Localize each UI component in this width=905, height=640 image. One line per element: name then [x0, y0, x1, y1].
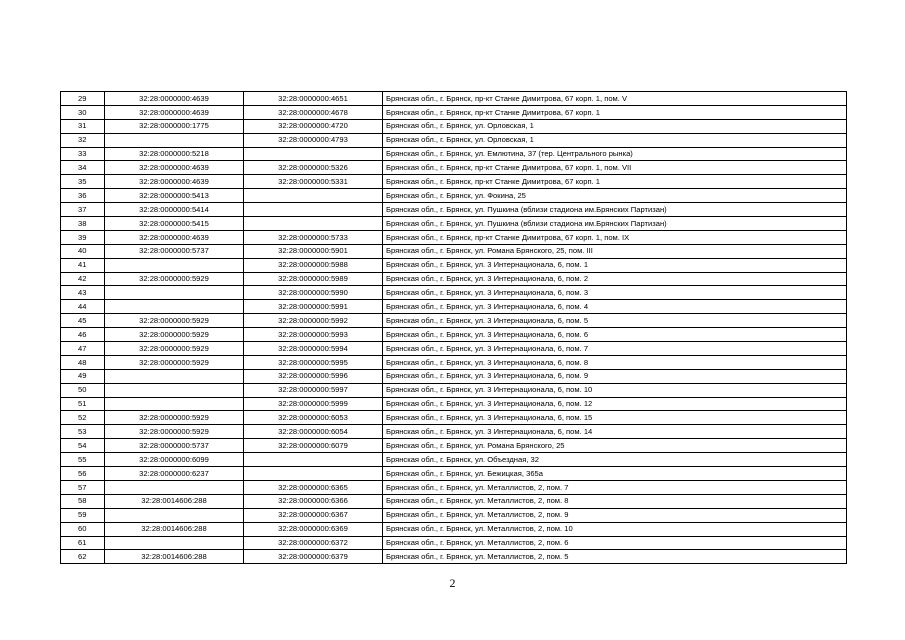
row-number-cell: 44: [61, 300, 105, 314]
address-cell: Брянская обл., г. Брянск, пр-кт Станке Димитрова, 67 корп. 1: [383, 175, 847, 189]
address-cell: Брянская обл., г. Брянск, ул. Орловская, 1: [383, 119, 847, 133]
land-cadastral-number-cell: 32:28:0000000:4639: [105, 230, 244, 244]
land-cadastral-number-cell: 32:28:0000000:5415: [105, 217, 244, 231]
row-number-cell: 62: [61, 550, 105, 564]
object-cadastral-number-cell: 32:28:0000000:5901: [244, 244, 383, 258]
row-number-cell: 55: [61, 453, 105, 467]
table-row: [61, 203, 847, 217]
row-number-cell: 53: [61, 425, 105, 439]
land-cadastral-number-cell: 32:28:0000000:5929: [105, 272, 244, 286]
object-cadastral-number-cell: 32:28:0000000:6379: [244, 550, 383, 564]
table-row: [61, 536, 847, 550]
objects-table-body: [61, 92, 847, 564]
land-cadastral-number-cell: 32:28:0000000:6099: [105, 453, 244, 467]
page-number: 2: [449, 576, 456, 590]
address-cell: Брянская обл., г. Брянск, ул. 3 Интернационала, 6, пом. 1: [383, 258, 847, 272]
land-cadastral-number-cell: 32:28:0000000:5218: [105, 147, 244, 161]
table-row: [61, 522, 847, 536]
row-number-cell: 38: [61, 217, 105, 231]
table-row: [61, 383, 847, 397]
land-cadastral-number-cell: 32:28:0000000:4639: [105, 92, 244, 106]
object-cadastral-number-cell: 32:28:0000000:6366: [244, 494, 383, 508]
table-row: [61, 439, 847, 453]
table-row: [61, 119, 847, 133]
table-row: [61, 244, 847, 258]
row-number-cell: 45: [61, 314, 105, 328]
table-row: [61, 272, 847, 286]
table-row: [61, 286, 847, 300]
row-number-cell: 52: [61, 411, 105, 425]
row-number-cell: 32: [61, 133, 105, 147]
table-row: [61, 300, 847, 314]
row-number-cell: 34: [61, 161, 105, 175]
land-cadastral-number-cell: 32:28:0000000:5413: [105, 189, 244, 203]
land-cadastral-number-cell: 32:28:0000000:5737: [105, 244, 244, 258]
object-cadastral-number-cell: 32:28:0000000:5995: [244, 355, 383, 369]
row-number-cell: 46: [61, 328, 105, 342]
table-row: [61, 328, 847, 342]
object-cadastral-number-cell: 32:28:0000000:4678: [244, 105, 383, 119]
address-cell: Брянская обл., г. Брянск, ул. 3 Интернационала, 6, пом. 7: [383, 342, 847, 356]
object-cadastral-number-cell: [244, 189, 383, 203]
row-number-cell: 42: [61, 272, 105, 286]
row-number-cell: 35: [61, 175, 105, 189]
land-cadastral-number-cell: [105, 383, 244, 397]
object-cadastral-number-cell: [244, 147, 383, 161]
object-cadastral-number-cell: 32:28:0000000:5331: [244, 175, 383, 189]
land-cadastral-number-cell: 32:28:0000000:5737: [105, 439, 244, 453]
address-cell: Брянская обл., г. Брянск, ул. Металлистов, 2, пом. 8: [383, 494, 847, 508]
address-cell: Брянская обл., г. Брянск, пр-кт Станке Димитрова, 67 корп. 1, пом. V: [383, 92, 847, 106]
address-cell: Брянская обл., г. Брянск, ул. 3 Интернационала, 6, пом. 8: [383, 355, 847, 369]
table-row: [61, 342, 847, 356]
land-cadastral-number-cell: [105, 480, 244, 494]
land-cadastral-number-cell: 32:28:0000000:5929: [105, 342, 244, 356]
table-row: [61, 411, 847, 425]
address-cell: Брянская обл., г. Брянск, пр-кт Станке Димитрова, 67 корп. 1, пом. IX: [383, 230, 847, 244]
land-cadastral-number-cell: [105, 508, 244, 522]
object-cadastral-number-cell: 32:28:0000000:5991: [244, 300, 383, 314]
address-cell: Брянская обл., г. Брянск, ул. Пушкина (вблизи стадиона им.Брянских Партизан): [383, 203, 847, 217]
row-number-cell: 29: [61, 92, 105, 106]
address-cell: Брянская обл., г. Брянск, ул. 3 Интернационала, 6, пом. 2: [383, 272, 847, 286]
object-cadastral-number-cell: 32:28:0000000:5988: [244, 258, 383, 272]
address-cell: Брянская обл., г. Брянск, пр-кт Станке Димитрова, 67 корп. 1: [383, 105, 847, 119]
object-cadastral-number-cell: 32:28:0000000:6367: [244, 508, 383, 522]
table-row: [61, 105, 847, 119]
address-cell: Брянская обл., г. Брянск, ул. Металлистов, 2, пом. 9: [383, 508, 847, 522]
address-cell: Брянская обл., г. Брянск, ул. 3 Интернационала, 6, пом. 3: [383, 286, 847, 300]
object-cadastral-number-cell: [244, 453, 383, 467]
address-cell: Брянская обл., г. Брянск, ул. Металлистов, 2, пом. 6: [383, 536, 847, 550]
land-cadastral-number-cell: 32:28:0000000:4639: [105, 175, 244, 189]
object-cadastral-number-cell: 32:28:0000000:5996: [244, 369, 383, 383]
table-row: [61, 397, 847, 411]
row-number-cell: 33: [61, 147, 105, 161]
row-number-cell: 43: [61, 286, 105, 300]
table-row: [61, 314, 847, 328]
row-number-cell: 39: [61, 230, 105, 244]
land-cadastral-number-cell: 32:28:0000000:1775: [105, 119, 244, 133]
table-row: [61, 258, 847, 272]
row-number-cell: 56: [61, 467, 105, 481]
address-cell: Брянская обл., г. Брянск, ул. 3 Интернационала, 6, пом. 6: [383, 328, 847, 342]
address-cell: Брянская обл., г. Брянск, ул. 3 Интернационала, 6, пом. 14: [383, 425, 847, 439]
address-cell: Брянская обл., г. Брянск, ул. Металлистов, 2, пом. 5: [383, 550, 847, 564]
table-row: [61, 147, 847, 161]
object-cadastral-number-cell: 32:28:0000000:5992: [244, 314, 383, 328]
object-cadastral-number-cell: [244, 467, 383, 481]
land-cadastral-number-cell: 32:28:0014606:288: [105, 494, 244, 508]
address-cell: Брянская обл., г. Брянск, ул. 3 Интернационала, 6, пом. 9: [383, 369, 847, 383]
object-cadastral-number-cell: 32:28:0000000:6053: [244, 411, 383, 425]
table-row: [61, 550, 847, 564]
object-cadastral-number-cell: 32:28:0000000:5733: [244, 230, 383, 244]
object-cadastral-number-cell: 32:28:0000000:6372: [244, 536, 383, 550]
table-row: [61, 467, 847, 481]
address-cell: Брянская обл., г. Брянск, ул. 3 Интернационала, 6, пом. 10: [383, 383, 847, 397]
address-cell: Брянская обл., г. Брянск, ул. Орловская, 1: [383, 133, 847, 147]
row-number-cell: 60: [61, 522, 105, 536]
address-cell: Брянская обл., г. Брянск, ул. Пушкина (вблизи стадиона им.Брянских Партизан): [383, 217, 847, 231]
object-cadastral-number-cell: 32:28:0000000:4720: [244, 119, 383, 133]
address-cell: Брянская обл., г. Брянск, ул. 3 Интернационала, 6, пом. 4: [383, 300, 847, 314]
row-number-cell: 57: [61, 480, 105, 494]
row-number-cell: 31: [61, 119, 105, 133]
table-row: [61, 369, 847, 383]
address-cell: Брянская обл., г. Брянск, ул. Бежицкая, 365а: [383, 467, 847, 481]
object-cadastral-number-cell: 32:28:0000000:6365: [244, 480, 383, 494]
table-row: [61, 480, 847, 494]
table-row: [61, 355, 847, 369]
object-cadastral-number-cell: 32:28:0000000:6079: [244, 439, 383, 453]
address-cell: Брянская обл., г. Брянск, ул. Объездная, 32: [383, 453, 847, 467]
object-cadastral-number-cell: [244, 217, 383, 231]
table-row: [61, 230, 847, 244]
table-row: [61, 175, 847, 189]
object-cadastral-number-cell: 32:28:0000000:5326: [244, 161, 383, 175]
row-number-cell: 50: [61, 383, 105, 397]
land-cadastral-number-cell: 32:28:0000000:5929: [105, 411, 244, 425]
land-cadastral-number-cell: 32:28:0000000:5929: [105, 314, 244, 328]
row-number-cell: 48: [61, 355, 105, 369]
row-number-cell: 59: [61, 508, 105, 522]
object-cadastral-number-cell: [244, 203, 383, 217]
object-cadastral-number-cell: 32:28:0000000:5994: [244, 342, 383, 356]
row-number-cell: 40: [61, 244, 105, 258]
row-number-cell: 51: [61, 397, 105, 411]
address-cell: Брянская обл., г. Брянск, ул. 3 Интернационала, 6, пом. 12: [383, 397, 847, 411]
address-cell: Брянская обл., г. Брянск, ул. 3 Интернационала, 6, пом. 15: [383, 411, 847, 425]
land-cadastral-number-cell: [105, 397, 244, 411]
object-cadastral-number-cell: 32:28:0000000:5993: [244, 328, 383, 342]
object-cadastral-number-cell: 32:28:0000000:5997: [244, 383, 383, 397]
address-cell: Брянская обл., г. Брянск, пр-кт Станке Димитрова, 67 корп. 1, пом. VII: [383, 161, 847, 175]
address-cell: Брянская обл., г. Брянск, ул. Фокина, 25: [383, 189, 847, 203]
object-cadastral-number-cell: 32:28:0000000:4793: [244, 133, 383, 147]
table-row: [61, 217, 847, 231]
object-cadastral-number-cell: 32:28:0000000:4651: [244, 92, 383, 106]
object-cadastral-number-cell: 32:28:0000000:6369: [244, 522, 383, 536]
table-row: [61, 133, 847, 147]
address-cell: Брянская обл., г. Брянск, ул. Металлистов, 2, пом. 10: [383, 522, 847, 536]
table-row: [61, 508, 847, 522]
table-row: [61, 92, 847, 106]
land-cadastral-number-cell: 32:28:0000000:5929: [105, 425, 244, 439]
table-row: [61, 189, 847, 203]
land-cadastral-number-cell: 32:28:0014606:288: [105, 522, 244, 536]
land-cadastral-number-cell: [105, 536, 244, 550]
address-cell: Брянская обл., г. Брянск, ул. Романа Брянского, 25, пом. III: [383, 244, 847, 258]
row-number-cell: 41: [61, 258, 105, 272]
table-row: [61, 161, 847, 175]
land-cadastral-number-cell: 32:28:0000000:5414: [105, 203, 244, 217]
address-cell: Брянская обл., г. Брянск, ул. Романа Брянского, 25: [383, 439, 847, 453]
land-cadastral-number-cell: 32:28:0000000:5929: [105, 328, 244, 342]
land-cadastral-number-cell: 32:28:0000000:5929: [105, 355, 244, 369]
object-cadastral-number-cell: 32:28:0000000:5989: [244, 272, 383, 286]
table-row: [61, 494, 847, 508]
object-cadastral-number-cell: 32:28:0000000:5999: [244, 397, 383, 411]
land-cadastral-number-cell: 32:28:0000000:6237: [105, 467, 244, 481]
row-number-cell: 61: [61, 536, 105, 550]
row-number-cell: 49: [61, 369, 105, 383]
land-cadastral-number-cell: 32:28:0000000:4639: [105, 161, 244, 175]
address-cell: Брянская обл., г. Брянск, ул. Емлютина, 37 (тер. Центрального рынка): [383, 147, 847, 161]
land-cadastral-number-cell: 32:28:0014606:288: [105, 550, 244, 564]
land-cadastral-number-cell: [105, 300, 244, 314]
row-number-cell: 58: [61, 494, 105, 508]
table-row: [61, 425, 847, 439]
row-number-cell: 37: [61, 203, 105, 217]
table-row: [61, 453, 847, 467]
object-cadastral-number-cell: 32:28:0000000:5990: [244, 286, 383, 300]
land-cadastral-number-cell: 32:28:0000000:4639: [105, 105, 244, 119]
row-number-cell: 36: [61, 189, 105, 203]
row-number-cell: 54: [61, 439, 105, 453]
land-cadastral-number-cell: [105, 369, 244, 383]
land-cadastral-number-cell: [105, 133, 244, 147]
land-cadastral-number-cell: [105, 258, 244, 272]
land-cadastral-number-cell: [105, 286, 244, 300]
address-cell: Брянская обл., г. Брянск, ул. 3 Интернационала, 6, пом. 5: [383, 314, 847, 328]
address-cell: Брянская обл., г. Брянск, ул. Металлистов, 2, пом. 7: [383, 480, 847, 494]
objects-table: [60, 91, 847, 564]
row-number-cell: 47: [61, 342, 105, 356]
row-number-cell: 30: [61, 105, 105, 119]
object-cadastral-number-cell: 32:28:0000000:6054: [244, 425, 383, 439]
